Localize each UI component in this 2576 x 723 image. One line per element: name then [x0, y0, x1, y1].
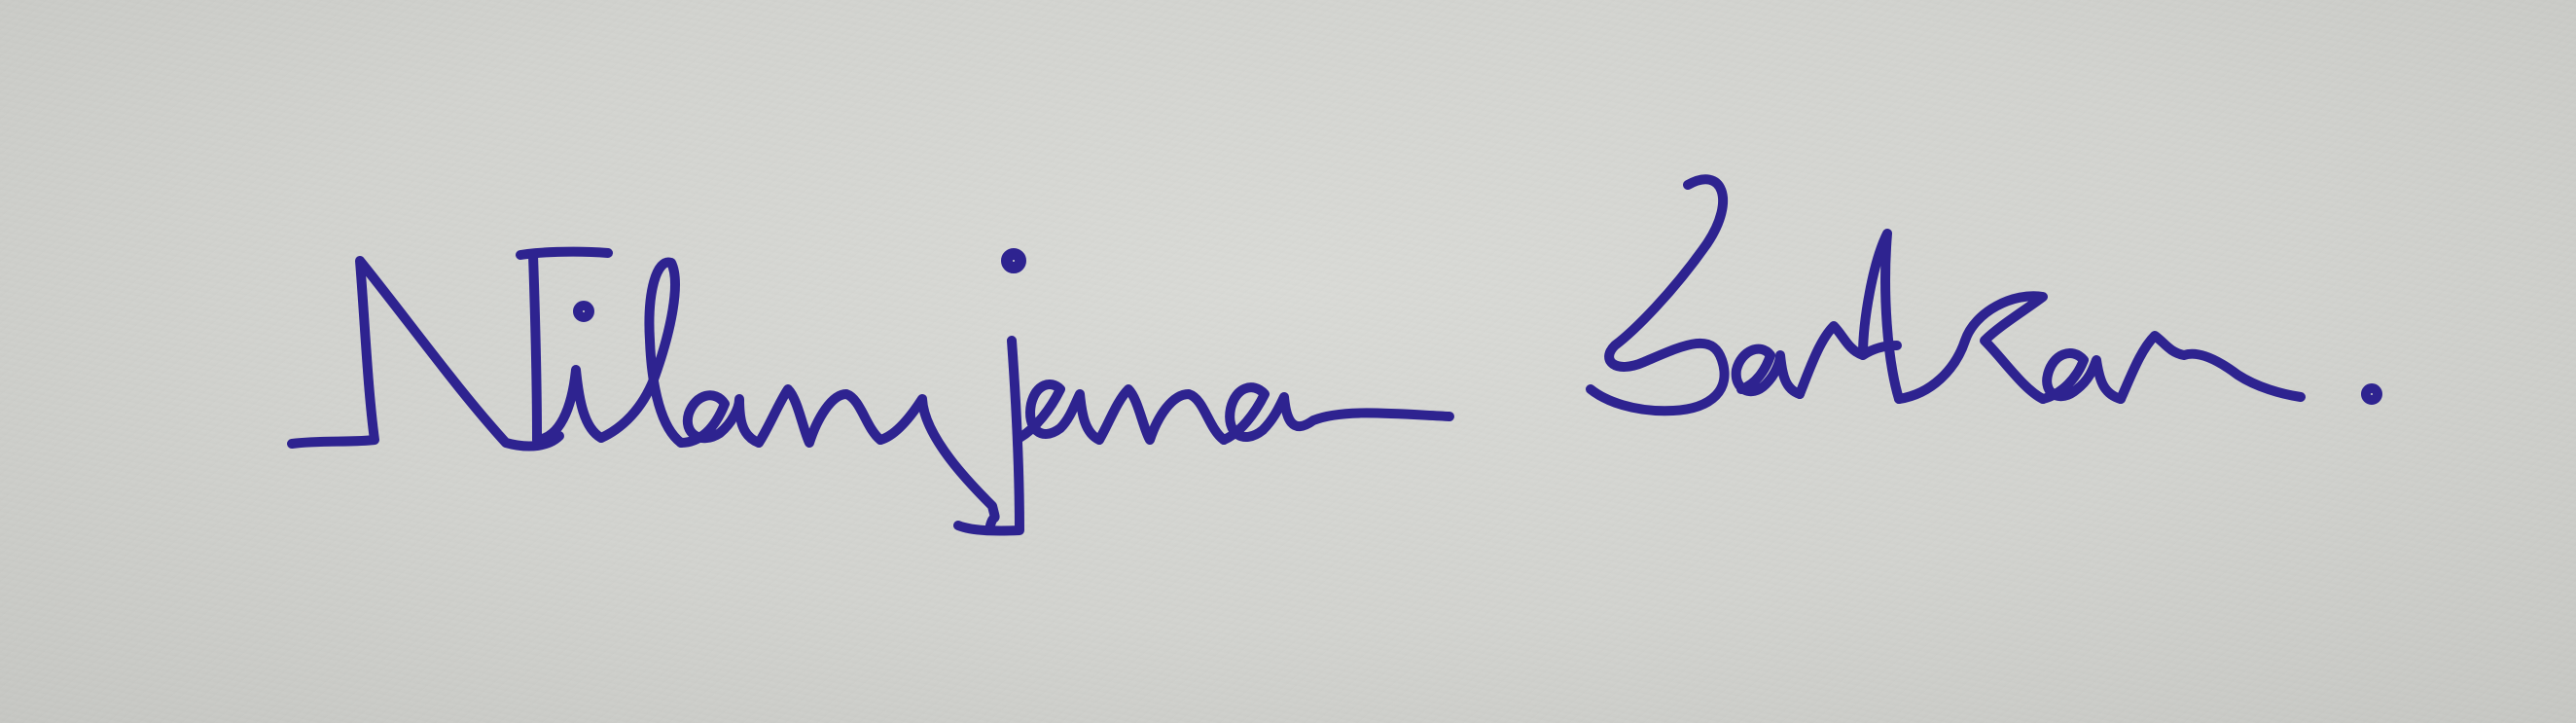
letter-r-stroke — [1800, 326, 1897, 394]
letter-l-stroke — [601, 263, 681, 443]
letter-k-branch — [1899, 296, 2043, 399]
letter-a5-stroke — [2043, 353, 2121, 399]
letter-r2-stroke — [2121, 336, 2301, 399]
letter-n2-stroke — [759, 389, 880, 443]
letter-j-stroke — [880, 399, 995, 525]
letter-a3-stroke — [1224, 387, 1449, 440]
letter-s-stroke — [1591, 179, 1725, 411]
letter-n3-stroke — [1099, 389, 1224, 440]
letter-j-dot — [1008, 255, 1020, 267]
period-dot — [2367, 389, 2377, 399]
letter-a4-stroke — [1736, 349, 1800, 394]
letter-i-stroke — [537, 370, 601, 440]
letter-k-stem — [1863, 234, 1899, 399]
letter-a2-stroke — [1020, 384, 1099, 440]
letter-i-dot — [579, 307, 589, 316]
letter-n-stem — [533, 255, 537, 440]
letter-n-stroke — [292, 261, 559, 447]
letter-a1-stroke — [681, 395, 759, 443]
